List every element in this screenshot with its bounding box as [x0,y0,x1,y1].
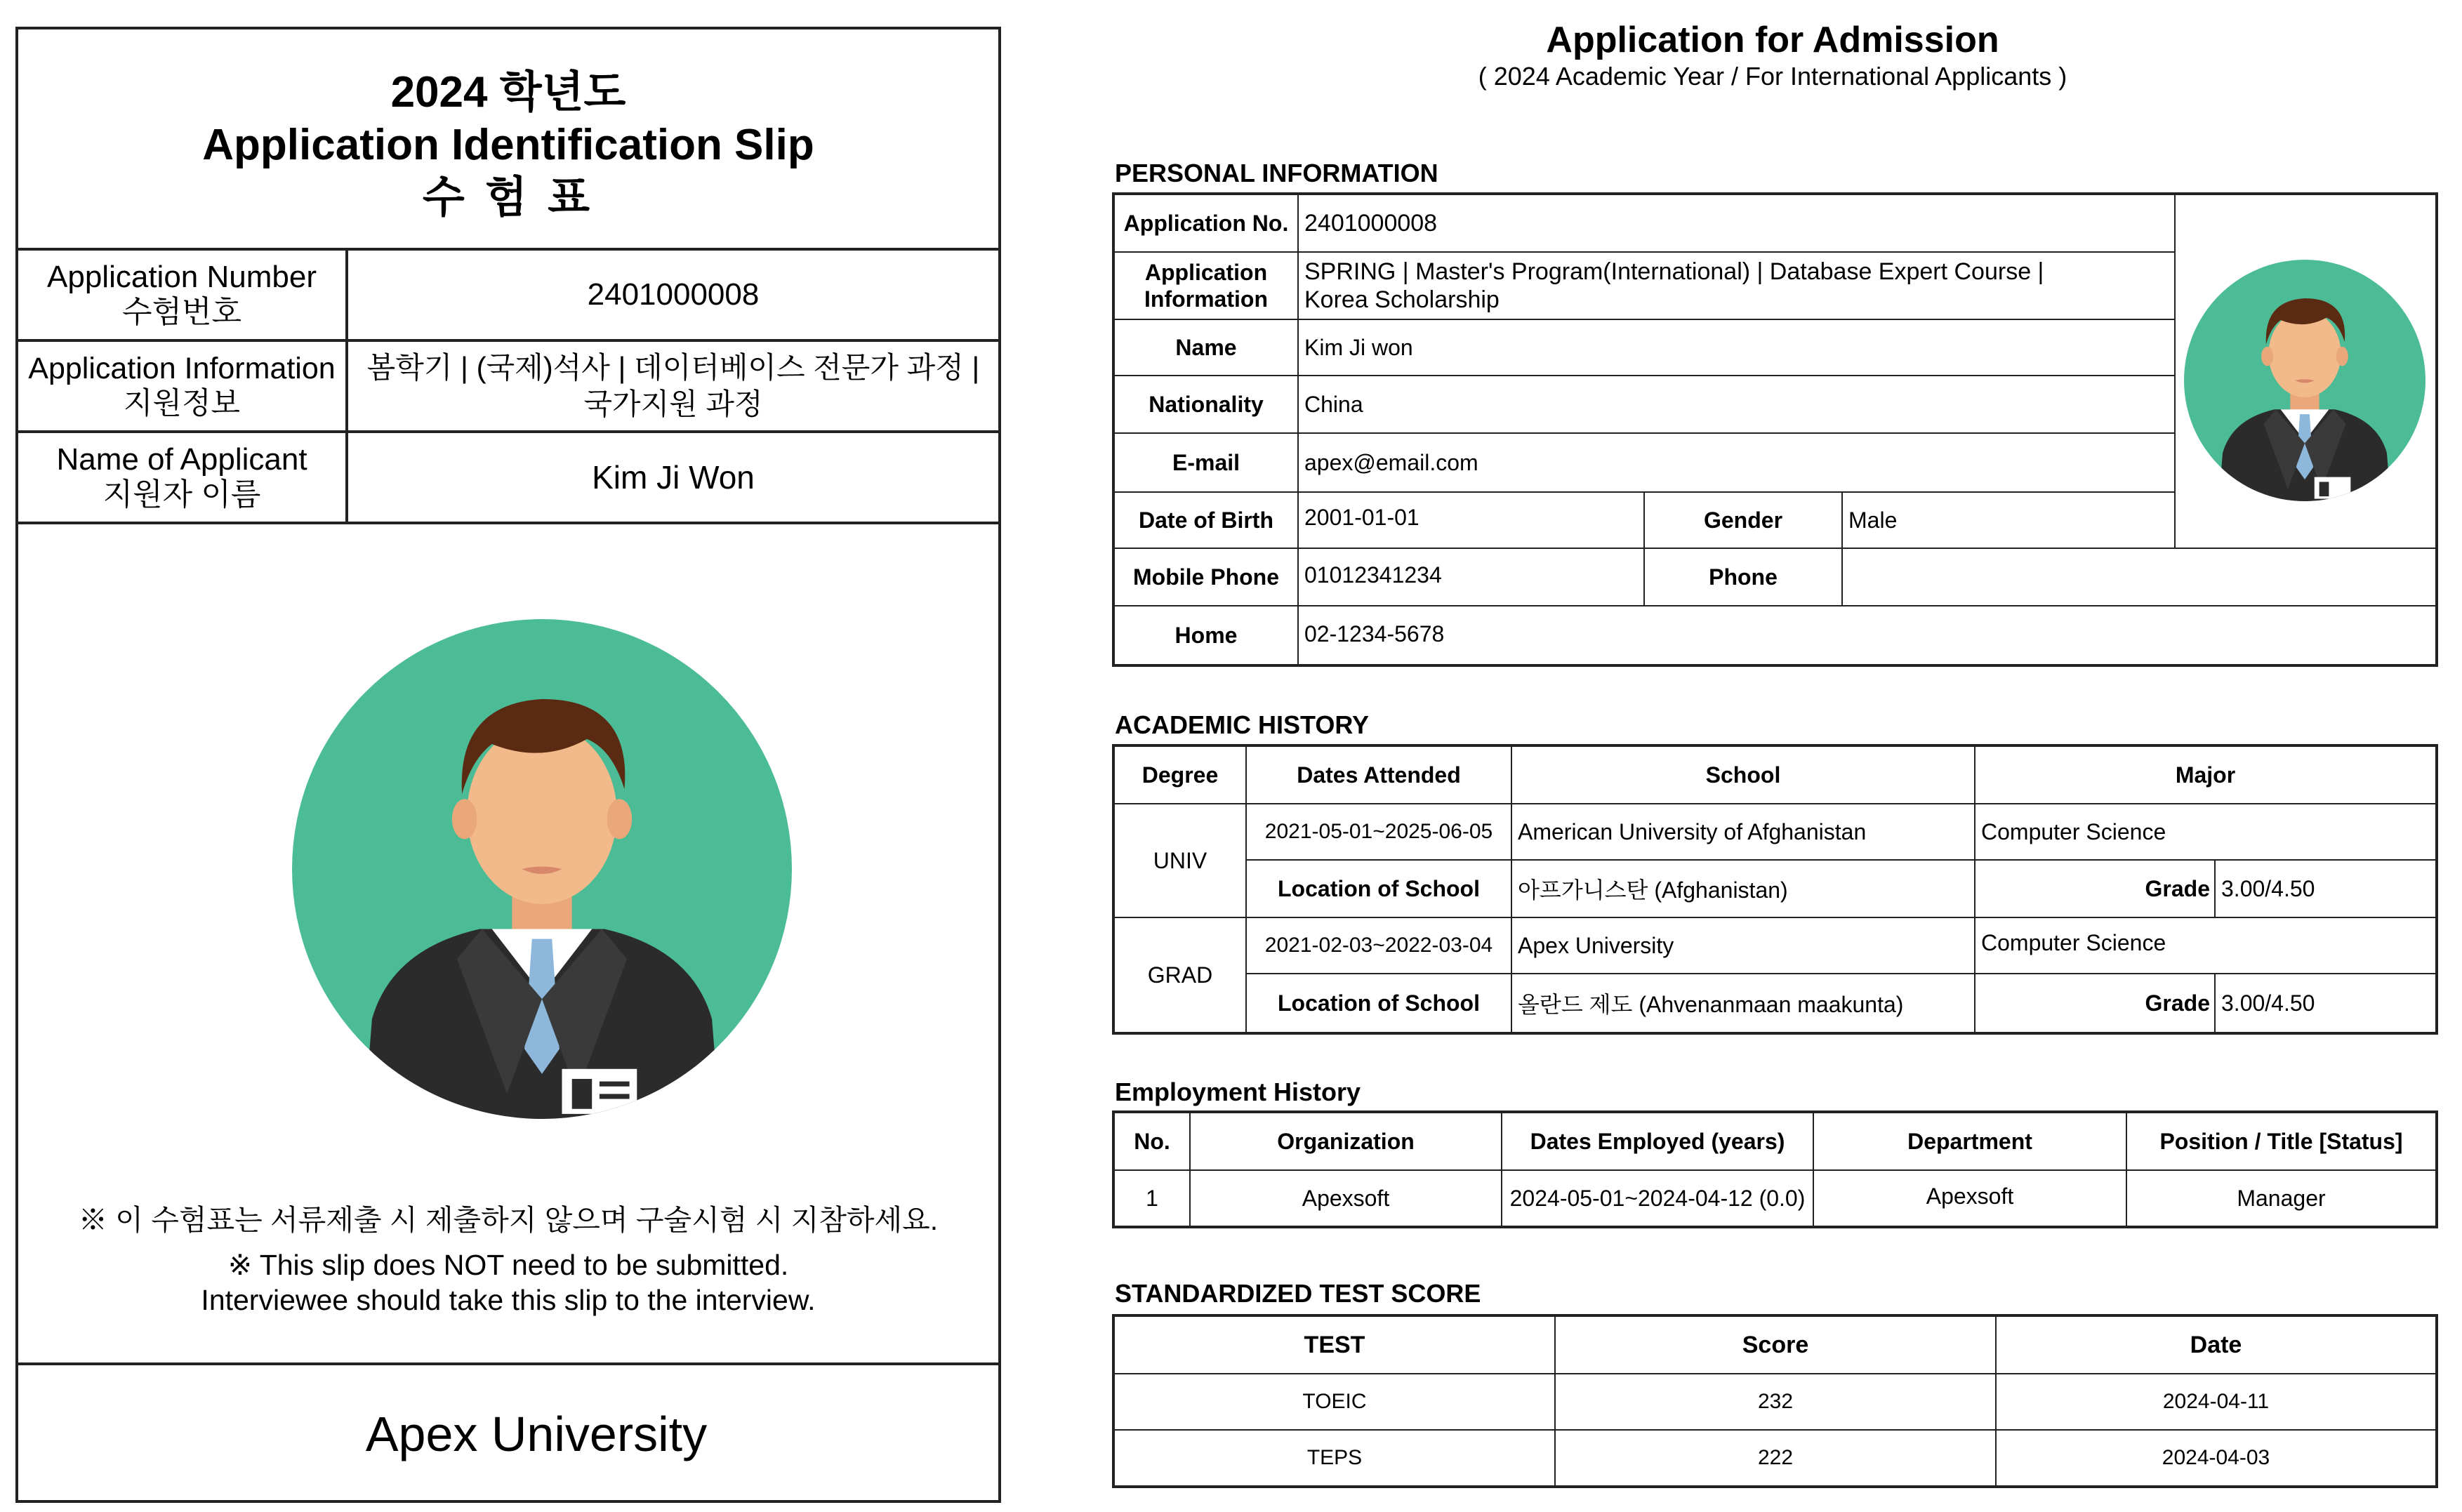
location-label: Location of School [1278,875,1480,901]
location-label: Location of School [1278,990,1480,1016]
employment-history-heading: Employment History [1115,1077,1361,1106]
form-title: Application for Admission [1546,20,1999,60]
header-dates-employed: Dates Employed (years) [1530,1128,1785,1154]
major-univ: Computer Science [1981,818,2166,844]
location-univ: 아프가니스탄 (Afghanistan) [1518,877,1788,903]
dob-value: 2001-01-01 [1304,504,1419,530]
person-avatar-icon [2184,260,2425,501]
mobile-label: Mobile Phone [1133,564,1279,590]
grade-univ: 3.00/4.50 [2221,875,2315,901]
personal-info-table [1112,192,2438,667]
grade-label: Grade [2145,875,2210,901]
value-line: SPRING | Master's Program(International) | Database Expert Course | [1304,258,2044,285]
value-line: Korea Scholarship [1304,286,1500,313]
person-avatar-icon [292,619,792,1119]
form-subtitle: ( 2024 Academic Year / For International Applicants ) [1478,62,2067,91]
employment-no: 1 [1146,1185,1158,1211]
app-info-label [1115,253,1297,319]
header-score: Score [1742,1331,1809,1358]
label-en: Application Number [47,260,317,294]
application-information-label [18,342,345,430]
label-en: Application Information [28,352,336,385]
header-department: Department [1907,1128,2032,1154]
applicant-name-value: Kim Ji Won [592,459,755,496]
slip-note-kr: ※ 이 수험표는 서류제출 시 제출하지 않으며 구술시험 시 지참하세요. [78,1204,939,1236]
employment-organization: Apexsoft [1302,1185,1390,1211]
major-grad: Computer Science [1981,929,2166,955]
slip-title-en: Application Identification Slip [202,121,814,169]
test-score: 232 [1757,1390,1794,1413]
degree-grad: GRAD [1147,962,1213,988]
email-value: apex@email.com [1304,449,1478,475]
gender-label: Gender [1703,507,1783,533]
slip-note-en-1: ※ This slip does NOT need to be submitted. [227,1249,789,1281]
test-score-heading: STANDARDIZED TEST SCORE [1115,1279,1481,1308]
grade-label: Grade [2145,990,2210,1016]
name-label: Name [1175,334,1237,360]
application-number-value: 2401000008 [587,277,760,312]
school-univ: American University of Afghanistan [1518,818,1867,844]
employment-position: Manager [2237,1185,2326,1211]
home-label: Home [1174,622,1238,648]
employment-department: Apexsoft [1926,1183,2014,1209]
header-date: Date [2190,1331,2242,1358]
degree-univ: UNIV [1153,847,1207,873]
label-kr: 지원정보 [123,387,241,420]
nationality-value: China [1304,391,1363,417]
name-value: Kim Ji won [1304,334,1413,360]
label-kr: 지원자 이름 [102,477,261,512]
nationality-label: Nationality [1149,391,1264,417]
home-value: 02-1234-5678 [1304,621,1445,646]
phone-label: Phone [1709,564,1778,590]
test-name: TEPS [1306,1446,1363,1469]
slip-year: 2024 학년도 [390,68,626,117]
application-number-label [18,251,345,339]
mobile-value: 01012341234 [1304,562,1442,588]
application-information-value: 봄학기 | (국제)석사 | 데이터베이스 전문가 과정 | 국가지원 과정 [366,351,980,420]
app-info-value [1304,253,2168,319]
gender-value: Male [1848,507,1898,533]
personal-info-heading: PERSONAL INFORMATION [1115,159,1438,187]
test-date: 2024-04-03 [2162,1446,2270,1469]
label-en: Name of Applicant [56,442,307,477]
header-degree: Degree [1141,762,1219,788]
location-grad: 올란드 제도 (Ahvenanmaan maakunta) [1518,992,1904,1017]
identification-slip [15,27,1001,1503]
slip-note-en-2: Interviewee should take this slip to the interview. [201,1284,816,1316]
grade-grad: 3.00/4.50 [2221,990,2315,1016]
employment-history-table [1112,1110,2438,1228]
app-no-value: 2401000008 [1304,209,1438,237]
app-no-label: Application No. [1123,210,1289,236]
header-no: No. [1134,1128,1170,1154]
dob-label: Date of Birth [1139,507,1273,533]
employment-dates: 2024-05-01~2024-04-12 (0.0) [1509,1185,1806,1211]
academic-history-table [1112,744,2438,1035]
dates-univ: 2021-05-01~2025-06-05 [1264,820,1493,843]
slip-title-kr: 수 험 표 [422,173,595,222]
applicant-name-label [18,433,345,522]
label-line: Information [1144,286,1268,312]
label-line: Application [1144,260,1268,285]
dates-grad: 2021-02-03~2022-03-04 [1264,934,1493,957]
header-position: Position / Title [Status] [2159,1128,2403,1154]
header-organization: Organization [1277,1128,1415,1154]
university-name: Apex University [365,1407,708,1461]
academic-history-heading: ACADEMIC HISTORY [1115,710,1370,739]
email-label: E-mail [1172,449,1240,475]
header-major: Major [2175,762,2236,788]
label-kr: 수험번호 [121,295,241,329]
header-test: TEST [1304,1331,1365,1358]
test-date: 2024-04-11 [2162,1390,2270,1413]
test-score: 222 [1757,1446,1794,1469]
test-name: TOEIC [1302,1390,1367,1413]
header-school: School [1705,762,1781,788]
phone-value [1843,549,2435,605]
header-dates: Dates Attended [1297,762,1461,788]
test-score-table [1112,1314,2438,1488]
school-grad: Apex University [1518,932,1674,958]
